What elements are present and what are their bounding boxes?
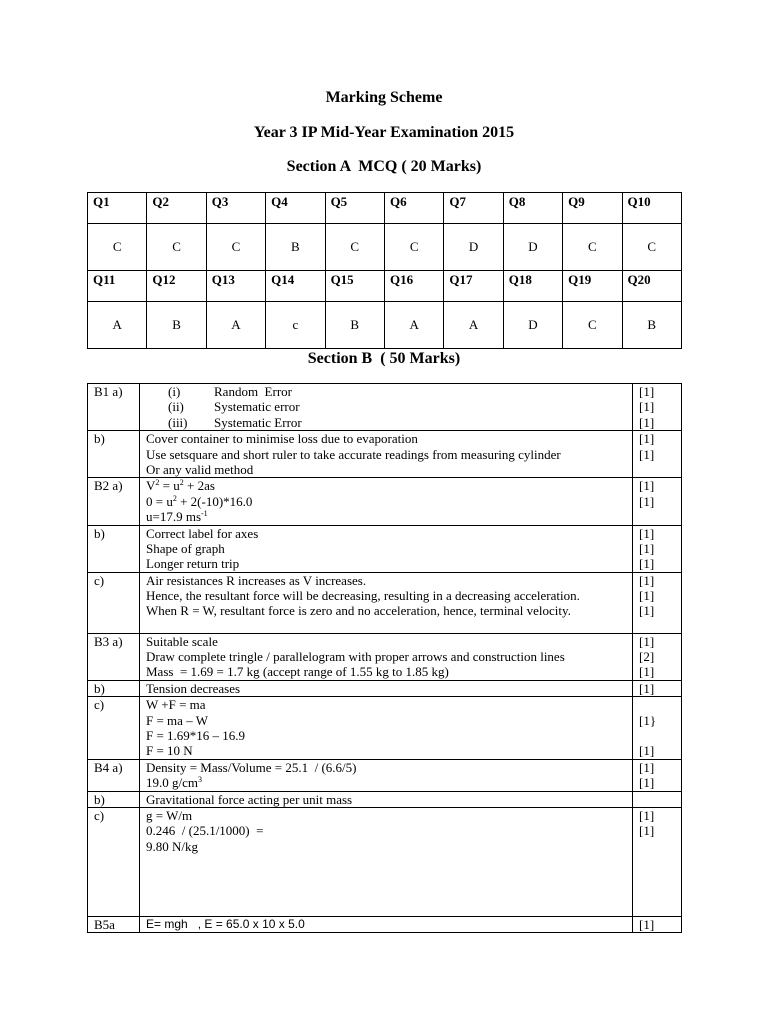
answer-line — [146, 399, 627, 414]
marks-cell — [633, 572, 682, 633]
answer-line: Use setsquare and short ruler to take accurate readings from measuring cylinder — [146, 446, 561, 462]
answer-line: Hence, the resultant force will be decreasing, resulting in a decreasing acceleration. — [146, 588, 580, 604]
mark: [1] — [639, 556, 655, 572]
mark: [1] — [639, 759, 655, 775]
marks-cell — [633, 917, 682, 933]
question-label: B3 a) — [88, 633, 140, 680]
marks-cell — [633, 478, 682, 525]
marking-row-b4c — [88, 808, 682, 917]
item-number: (i) — [168, 384, 181, 399]
mcq-question-cell: Q8 — [503, 193, 562, 224]
mcq-question-cell: Q16 — [384, 271, 443, 302]
answer-line: Longer return trip — [146, 556, 240, 572]
mark: [1] — [639, 540, 655, 556]
question-label: B4 a) — [88, 759, 140, 791]
section-b-marking-table — [87, 383, 682, 933]
answer-line: W +F = ma — [146, 697, 206, 713]
mark: [1] — [639, 525, 655, 541]
mark: [1] — [639, 572, 655, 588]
answer-line: Mass = 1.69 = 1.7 kg (accept range of 1.55 kg to 1.85 kg) — [146, 664, 449, 680]
mcq-answer-cell: C — [325, 224, 384, 271]
mcq-question-cell: Q14 — [266, 271, 325, 302]
answer-line: When R = W, resultant force is zero and no acceleration, hence, terminal velocity. — [146, 603, 571, 619]
answer-cell — [140, 680, 633, 696]
mcq-question-cell: Q17 — [444, 271, 503, 302]
item-text: Systematic Error — [214, 414, 302, 430]
question-label: B5a — [88, 917, 140, 933]
mark — [639, 839, 676, 854]
question-label: b) — [88, 680, 140, 696]
mcq-question-cell: Q18 — [503, 271, 562, 302]
mark — [639, 728, 676, 743]
answer-line — [146, 384, 627, 399]
question-label: b) — [88, 791, 140, 807]
section-a-heading: Section A MCQ ( 20 Marks) — [286, 158, 482, 175]
mcq-question-cell: Q5 — [325, 193, 384, 224]
marks-cell — [633, 808, 682, 917]
mcq-question-cell: Q20 — [622, 271, 681, 302]
mcq-question-cell: Q9 — [563, 193, 622, 224]
answer-line: Shape of graph — [146, 540, 225, 556]
answer-cell — [140, 697, 633, 760]
section-b-heading: Section B ( 50 Marks) — [307, 350, 461, 367]
mark — [639, 509, 676, 524]
question-label: b) — [88, 431, 140, 478]
mark: [1] — [639, 384, 655, 399]
marking-row-b3a — [88, 633, 682, 680]
mark: [1] — [639, 414, 655, 430]
answer-cell — [140, 525, 633, 572]
marks-cell — [633, 384, 682, 431]
answer-line: Density = Mass/Volume = 25.1 / (6.6/5) — [146, 759, 357, 775]
answer-cell — [140, 478, 633, 525]
marking-row-b5a — [88, 917, 682, 933]
answer-line: $V^2 = u^2 + 2as$ — [146, 478, 215, 494]
answer-line: F = 10 N — [146, 743, 193, 759]
document-title: Marking Scheme — [325, 89, 443, 106]
mark — [639, 792, 676, 807]
item-number: (iii) — [168, 414, 188, 430]
mcq-answer-cell: C — [147, 224, 206, 271]
exam-title: Year 3 IP Mid-Year Examination 2015 — [253, 124, 515, 141]
answer-cell — [140, 917, 633, 933]
answer-cell — [140, 808, 633, 917]
answer-line: u=17.9 $ms^{-1}$ — [146, 509, 208, 525]
mark: [1] — [639, 664, 655, 680]
answer-line: Suitable scale — [146, 633, 218, 649]
mark — [639, 462, 676, 477]
mcq-answer-table — [87, 192, 682, 349]
mcq-answer-cell: C — [206, 224, 265, 271]
mark: [1] — [639, 917, 655, 933]
mcq-question-cell: Q7 — [444, 193, 503, 224]
item-text: Random Error — [214, 384, 292, 399]
marks-cell — [633, 791, 682, 807]
answer-cell — [140, 791, 633, 807]
answer-cell — [140, 633, 633, 680]
marking-row-b4a — [88, 759, 682, 791]
answer-cell — [140, 384, 633, 431]
answer-line — [146, 415, 627, 430]
marking-row-b3c — [88, 697, 682, 760]
mcq-question-cell: Q4 — [266, 193, 325, 224]
mcq-question-cell: Q2 — [147, 193, 206, 224]
marks-cell — [633, 525, 682, 572]
mcq-question-cell: Q1 — [88, 193, 147, 224]
marking-row-b4b — [88, 791, 682, 807]
mark: [1] — [639, 603, 655, 619]
answer-line: $0 = u^2 + 2(-10)*16.0$ — [146, 493, 253, 509]
mark: [1] — [639, 493, 655, 509]
marking-row-b2a — [88, 478, 682, 525]
mcq-answer-cell: B — [622, 302, 681, 349]
marks-cell — [633, 759, 682, 791]
question-label: c) — [88, 808, 140, 917]
mcq-answer-cell: c — [266, 302, 325, 349]
mark: [1] — [639, 775, 655, 791]
question-label: c) — [88, 572, 140, 633]
mark: [1] — [639, 399, 655, 415]
answer-line: g = W/m — [146, 808, 193, 824]
marks-cell — [633, 431, 682, 478]
mcq-question-cell: Q19 — [563, 271, 622, 302]
mark: [1] — [639, 446, 655, 462]
mark: [1] — [639, 431, 655, 447]
mcq-answer-cell: C — [384, 224, 443, 271]
mark: [1] — [639, 680, 655, 696]
mark — [639, 697, 676, 712]
mcq-question-cell: Q13 — [206, 271, 265, 302]
mcq-answer-cell: D — [444, 224, 503, 271]
answer-line: E= mgh , E = 65.0 x 10 x 5.0 — [146, 917, 305, 932]
answer-line: F = 1.69*16 – 16.9 — [146, 728, 246, 744]
mark: [1] — [639, 588, 655, 604]
mcq-question-cell: Q3 — [206, 193, 265, 224]
answer-line: Draw complete tringle / parallelogram with proper arrows and construction lines — [146, 649, 565, 665]
answer-line: Air resistances R increases as V increases. — [146, 572, 367, 588]
mcq-question-row — [88, 193, 682, 224]
mcq-answer-row — [88, 224, 682, 271]
question-label: B1 a) — [88, 384, 140, 431]
mark: [1] — [639, 823, 655, 839]
mcq-answer-cell: C — [563, 302, 622, 349]
answer-line: 19.0 $g/cm^3$ — [146, 775, 202, 791]
item-text: Systematic error — [214, 399, 300, 415]
mcq-answer-cell: C — [622, 224, 681, 271]
answer-cell — [140, 572, 633, 633]
mcq-answer-cell: D — [503, 302, 562, 349]
mcq-answer-cell: A — [384, 302, 443, 349]
mcq-question-cell: Q15 — [325, 271, 384, 302]
answer-line: 0.246 / (25.1/1000) = — [146, 823, 264, 839]
mcq-answer-cell: B — [147, 302, 206, 349]
mcq-answer-cell: B — [266, 224, 325, 271]
mark: [2] — [639, 649, 655, 665]
mark: [1] — [639, 633, 655, 649]
answer-line: Correct label for axes — [146, 525, 259, 541]
marking-row-b3b — [88, 680, 682, 696]
marks-cell — [633, 633, 682, 680]
marks-cell — [633, 697, 682, 760]
mcq-question-cell: Q11 — [88, 271, 147, 302]
mcq-question-cell: Q10 — [622, 193, 681, 224]
marking-row-b2b — [88, 525, 682, 572]
answer-line: F = ma – W — [146, 712, 208, 728]
marks-cell — [633, 680, 682, 696]
mcq-answer-cell: B — [325, 302, 384, 349]
mark: [1} — [639, 712, 657, 728]
marking-row-b2c — [88, 572, 682, 633]
mark: [1] — [639, 743, 655, 759]
answer-cell — [140, 431, 633, 478]
mcq-question-cell: Q12 — [147, 271, 206, 302]
mcq-question-cell: Q6 — [384, 193, 443, 224]
question-label: B2 a) — [88, 478, 140, 525]
marking-row-b1b — [88, 431, 682, 478]
answer-line: Cover container to minimise loss due to evaporation — [146, 431, 418, 447]
answer-line: Or any valid method — [146, 461, 254, 477]
marking-row-b1a — [88, 384, 682, 431]
mark: [1] — [639, 478, 655, 494]
mcq-answer-cell: D — [503, 224, 562, 271]
question-label: c) — [88, 697, 140, 760]
answer-line: 9.80 N/kg — [146, 838, 198, 854]
mcq-answer-cell: A — [88, 302, 147, 349]
mcq-answer-cell: C — [88, 224, 147, 271]
answer-line: Gravitational force acting per unit mass — [146, 791, 353, 807]
mark: [1] — [639, 808, 655, 824]
item-number: (ii) — [168, 399, 184, 415]
mcq-question-row — [88, 271, 682, 302]
mcq-answer-cell: A — [444, 302, 503, 349]
question-label: b) — [88, 525, 140, 572]
answer-cell — [140, 759, 633, 791]
answer-line: Tension decreases — [146, 680, 241, 696]
mcq-answer-row — [88, 302, 682, 349]
mcq-answer-cell: C — [563, 224, 622, 271]
mcq-answer-cell: A — [206, 302, 265, 349]
